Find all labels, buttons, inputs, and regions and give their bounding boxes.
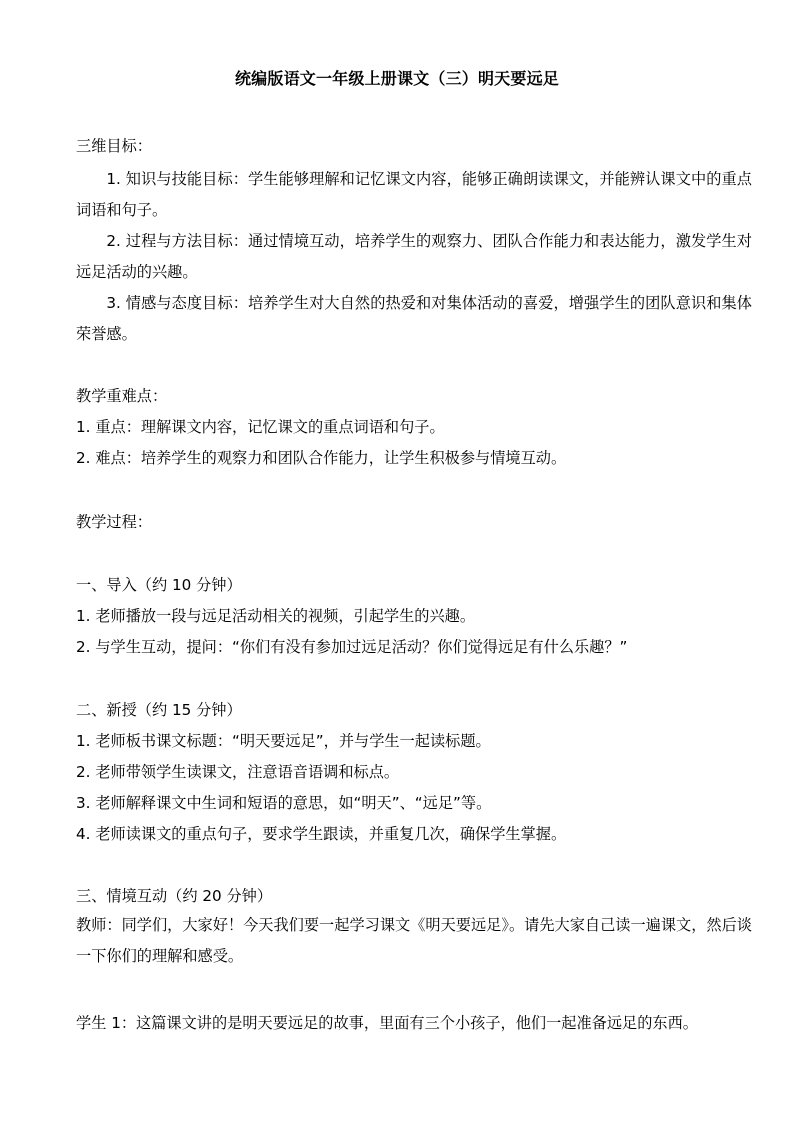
new-lesson-item-4: 4. 老师读课文的重点句子，要求学生跟读，并重复几次，确保学生掌握。 xyxy=(76,825,567,843)
process-heading: 教学过程： xyxy=(76,513,152,531)
objective-item-2: 2. 过程与方法目标：通过情境互动，培养学生的观察力、团队合作能力和表达能力，激发学生对远足活动的兴趣。 xyxy=(76,232,752,281)
intro-item-2: 2. 与学生互动，提问：“你们有没有参加过远足活动？你们觉得远足有什么乐趣？” xyxy=(76,638,628,656)
key-point-item-2: 2. 难点：培养学生的观察力和团队合作能力，让学生积极参与情境互动。 xyxy=(76,449,567,467)
student-1-dialogue: 学生 1：这篇课文讲的是明天要远足的故事，里面有三个小孩子，他们一起准备远足的东西。 xyxy=(76,1014,698,1032)
objective-item-3: 3. 情感与态度目标：培养学生对大自然的热爱和对集体活动的喜爱，增强学生的团队意识和集体荣誉感。 xyxy=(76,294,752,343)
teacher-dialogue: 教师：同学们，大家好！今天我们要一起学习课文《明天要远足》。请先大家自己读一遍课文，然后谈一下你们的理解和感受。 xyxy=(76,916,752,965)
new-lesson-item-2: 2. 老师带领学生读课文，注意语音语调和标点。 xyxy=(76,763,400,781)
section-heading-interaction: 三、情境互动（约 20 分钟） xyxy=(76,887,273,905)
new-lesson-item-1: 1. 老师板书课文标题：“明天要远足”，并与学生一起读标题。 xyxy=(76,732,491,750)
key-points-heading: 教学重难点： xyxy=(76,387,168,405)
objective-item-1: 1. 知识与技能目标：学生能够理解和记忆课文内容，能够正确朗读课文，并能辨认课文中的重点词语和句子。 xyxy=(76,170,752,219)
section-heading-new-lesson: 二、新授（约 15 分钟） xyxy=(76,701,242,719)
page-title: 统编版语文一年级上册课文（三）明天要远足 xyxy=(234,69,559,88)
section-heading-intro: 一、导入（约 10 分钟） xyxy=(76,576,242,594)
key-point-item-1: 1. 重点：理解课文内容，记忆课文的重点词语和句子。 xyxy=(76,418,445,436)
intro-item-1: 1. 老师播放一段与远足活动相关的视频，引起学生的兴趣。 xyxy=(76,607,476,625)
objectives-heading: 三维目标： xyxy=(76,137,152,155)
new-lesson-item-3: 3. 老师解释课文中生词和短语的意思，如“明天”、“远足”等。 xyxy=(76,794,492,812)
